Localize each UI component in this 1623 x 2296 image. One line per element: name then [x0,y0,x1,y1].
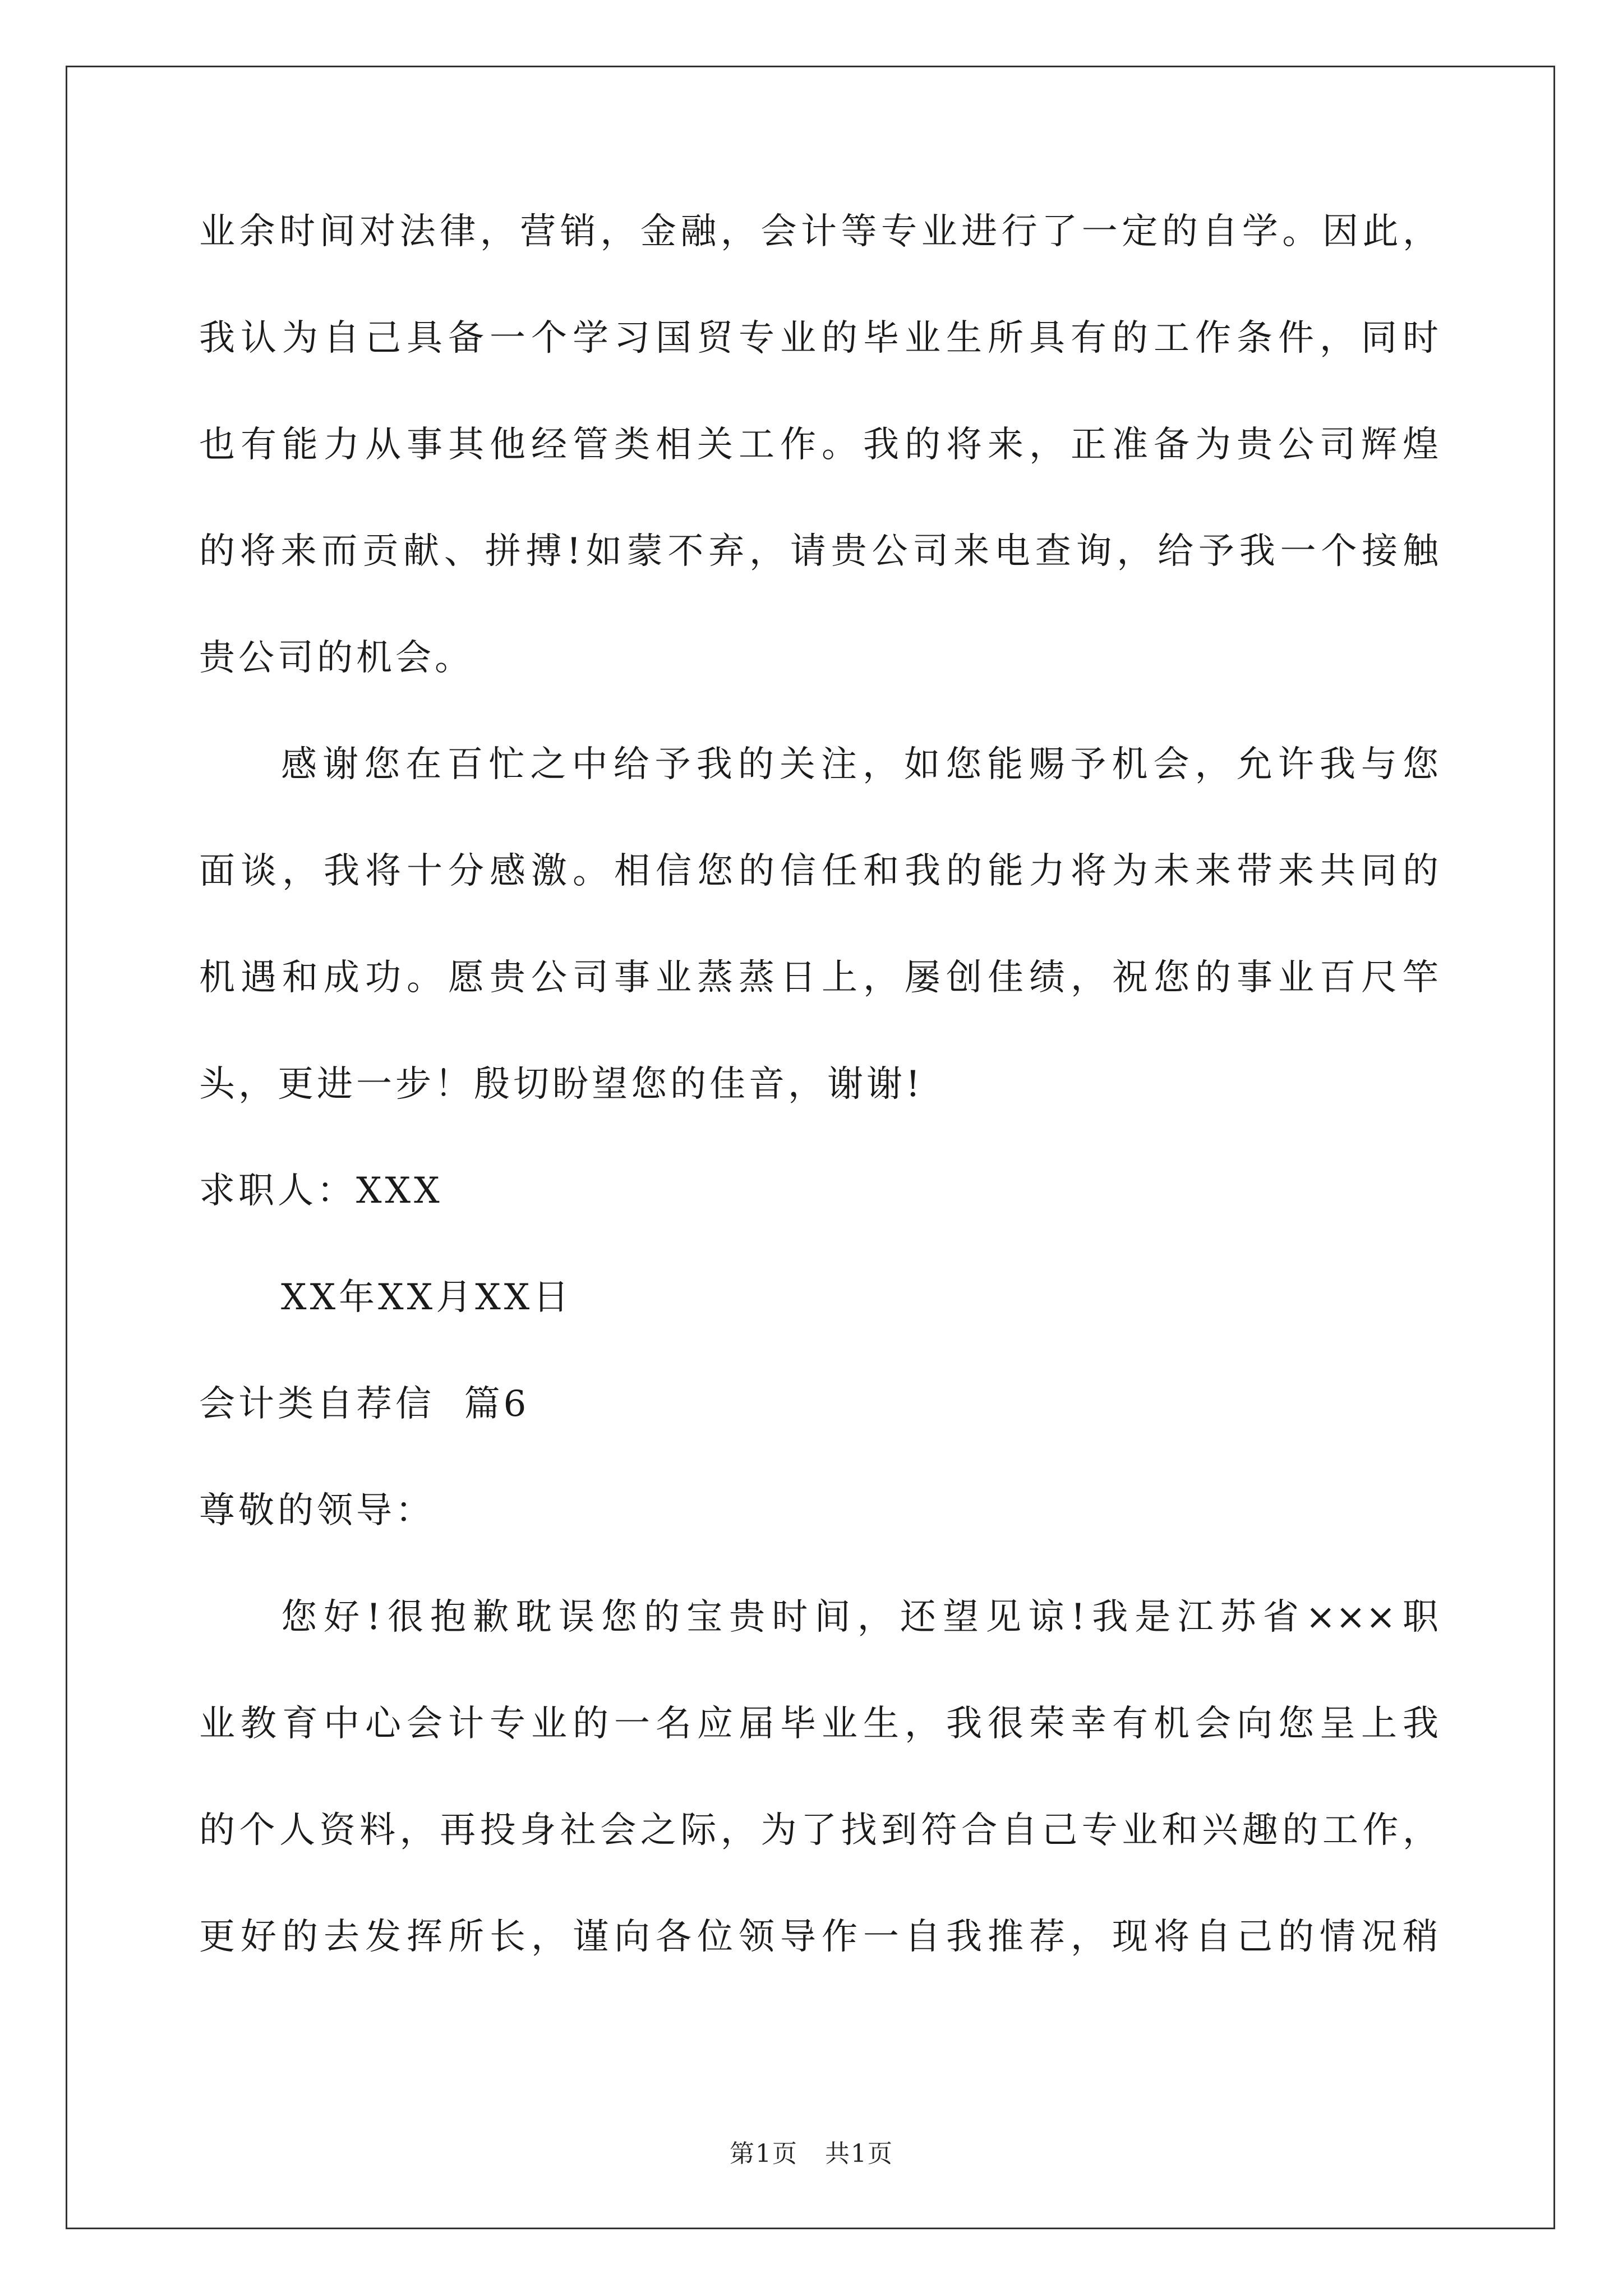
paragraph-line: 更好的去发挥所长，谨向各位领导作一自我推荐，现将自己的情况稍 [199,1916,1438,1958]
letter-date: XX年XX月XX日 [281,1277,573,1318]
paragraph-line: 感谢您在百忙之中给予我的关注，如您能赐予机会，允许我与您 [281,744,1438,785]
paragraph-line: 的将来而贡献、拼搏!如蒙不弃，请贵公司来电查询，给予我一个接触 [199,531,1438,572]
paragraph-line: 头，更进一步！殷切盼望您的佳音，谢谢! [199,1064,924,1105]
applicant-name: 求职人：XXX [199,1170,443,1212]
paragraph-line: 业余时间对法律，营销，金融，会计等专业进行了一定的自学。因此， [199,211,1438,252]
page-footer: 第1页 共1页 [730,2139,893,2168]
paragraph-line: 机遇和成功。愿贵公司事业蒸蒸日上，屡创佳绩，祝您的事业百尺竿 [199,957,1438,999]
salutation: 尊敬的领导： [199,1490,435,1531]
paragraph-line: 贵公司的机会。 [199,637,474,679]
paragraph-line: 的个人资料，再投身社会之际，为了找到符合自己专业和兴趣的工作， [199,1810,1438,1851]
page-border [66,66,1555,2229]
section-title: 会计类自荐信 篇6 [199,1383,530,1425]
paragraph-line: 面谈，我将十分感激。相信您的信任和我的能力将为未来带来共同的 [199,850,1438,892]
paragraph-line: 我认为自己具备一个学习国贸专业的毕业生所具有的工作条件，同时 [199,318,1438,359]
paragraph-line: 您好!很抱歉耽误您的宝贵时间，还望见谅!我是江苏省×××职 [281,1596,1438,1638]
paragraph-line: 也有能力从事其他经管类相关工作。我的将来，正准备为贵公司辉煌 [199,424,1438,466]
paragraph-line: 业教育中心会计专业的一名应届毕业生，我很荣幸有机会向您呈上我 [199,1703,1438,1745]
